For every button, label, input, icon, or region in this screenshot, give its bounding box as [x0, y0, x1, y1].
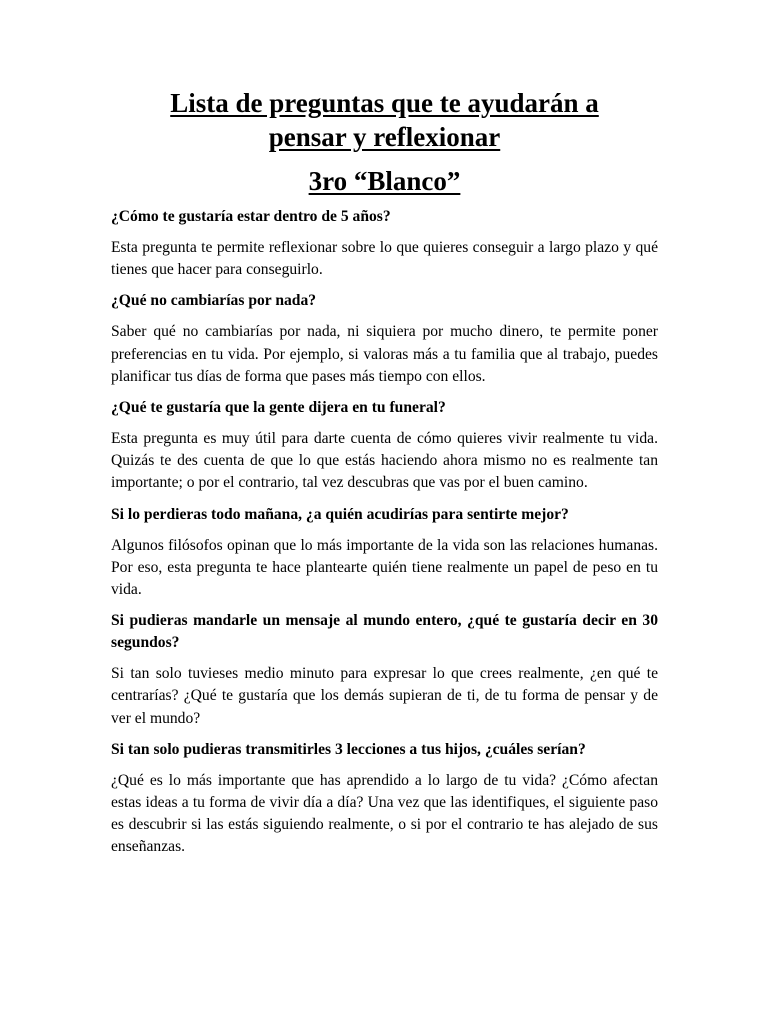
question-item-3	[111, 397, 658, 495]
answer-text: ¿Qué es lo más importante que has aprendido a lo largo de tu vida? ¿Cómo afectan estas ideas a tu forma de vivir día a día? Una vez que las identifiques, el siguiente paso es descubrir si las estás siguiendo realmente, o si por el contrario te has alejado de sus enseñanzas.	[111, 771, 658, 856]
answer-text: Algunos filósofos opinan que lo más importante de la vida son las relaciones humanas. Por eso, esta pregunta te hace plantearte quién tiene realmente un papel de peso en tu vida.	[111, 536, 658, 599]
answer-text: Esta pregunta te permite reflexionar sobre lo que quieres conseguir a largo plazo y qué tienes que hacer para conseguirlo.	[111, 239, 658, 279]
document-title	[111, 86, 658, 154]
answer-text: Saber qué no cambiarías por nada, ni siquiera por mucho dinero, te permite poner preferencias en tu vida. Por ejemplo, si valoras más a tu familia que al trabajo, puedes planificar tus días de forma que pases más tiempo con ellos.	[111, 323, 658, 385]
question-item-2	[111, 290, 658, 388]
document-subtitle: 3ro “Blanco”	[308, 166, 461, 196]
question-text: ¿Cómo te gustaría estar dentro de 5 años?	[111, 208, 391, 225]
question-text: Si lo perdieras todo mañana, ¿a quién acudirías para sentirte mejor?	[111, 505, 569, 523]
answer-text: Esta pregunta es muy útil para darte cuenta de cómo quieres vivir realmente tu vida. Quizás te des cuenta de que lo que estás haciendo ahora mismo no es realmente tan importante; o por el contrario, tal vez descubras que vas por el buen camino.	[111, 430, 658, 492]
question-item-4	[111, 504, 658, 602]
title-line-2: pensar y reflexionar	[268, 122, 501, 152]
question-item-5	[111, 610, 658, 730]
question-item-6	[111, 739, 658, 859]
question-text: ¿Qué no cambiarías por nada?	[111, 292, 317, 310]
question-text: Si pudieras mandarle un mensaje al mundo entero, ¿qué te gustaría decir en 30 segundos?	[111, 612, 658, 652]
answer-text: Si tan solo tuvieses medio minuto para expresar lo que crees realmente, ¿en qué te centrarías? ¿Qué te gustaría que los demás supieran de ti, de tu forma de pensar y de ver el mundo?	[111, 665, 658, 727]
document-page	[111, 86, 658, 868]
title-line-1: Lista de preguntas que te ayudarán a	[170, 88, 599, 118]
question-text: Si tan solo pudieras transmitirles 3 lecciones a tus hijos, ¿cuáles serían?	[111, 740, 586, 758]
question-item-1	[111, 206, 658, 281]
question-text: ¿Qué te gustaría que la gente dijera en tu funeral?	[111, 399, 446, 417]
